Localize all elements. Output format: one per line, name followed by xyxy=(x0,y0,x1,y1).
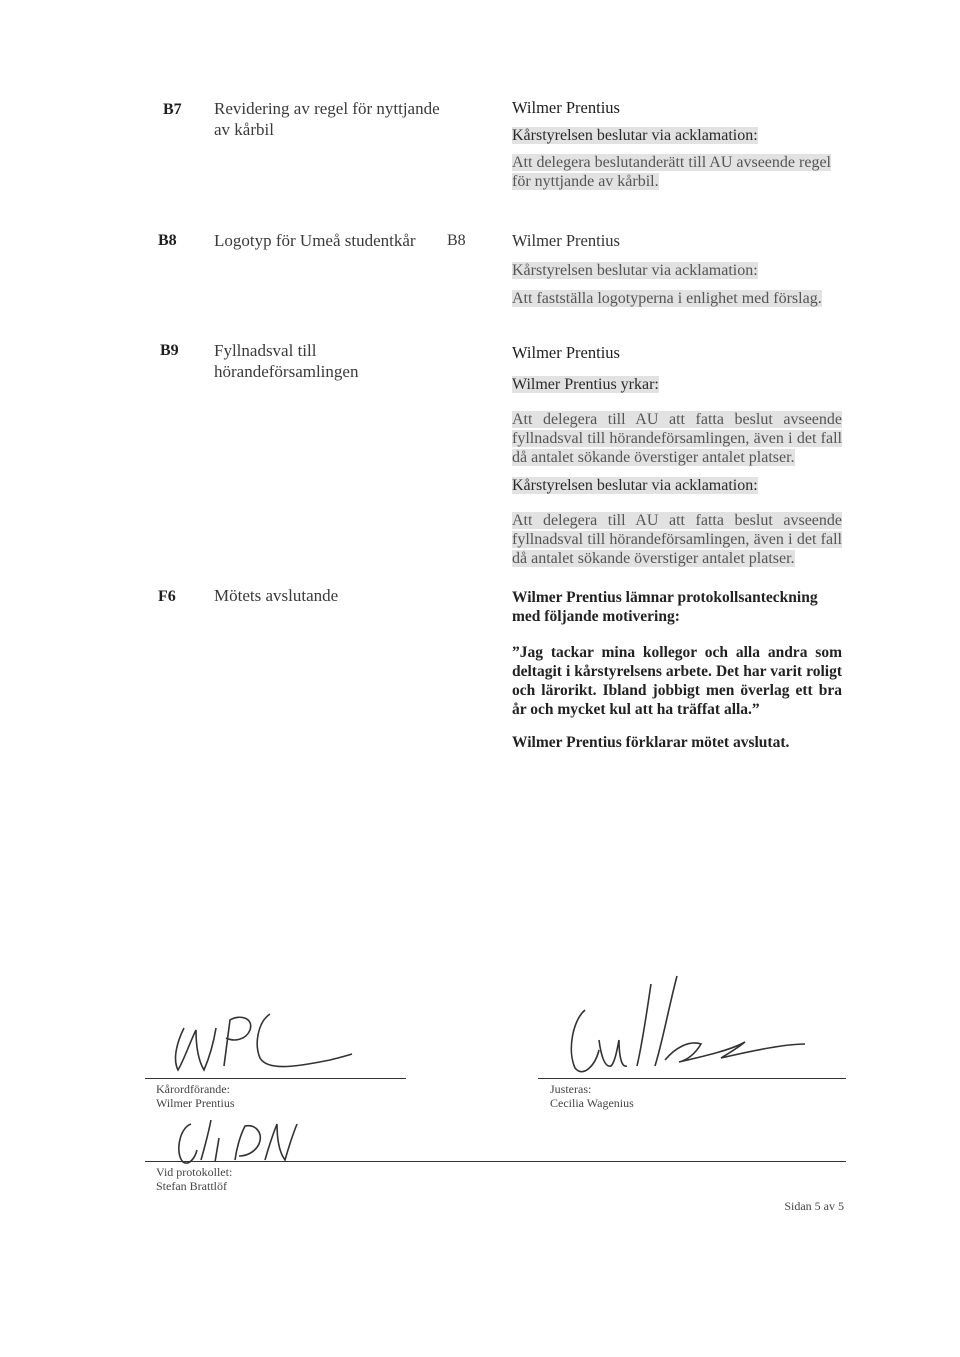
secretary-signature-line xyxy=(145,1161,846,1162)
adjuster-signature-label xyxy=(550,1082,634,1110)
adjuster-signature-line xyxy=(538,1078,846,1079)
secretary-role: Vid protokollet: xyxy=(156,1165,233,1179)
item-title-b7 xyxy=(214,98,440,140)
presenter-name: Wilmer Prentius xyxy=(512,98,620,117)
meeting-closing: Wilmer Prentius förklarar mötet avslutat. xyxy=(512,734,790,751)
item-title-line: Revidering av regel för nyttjande xyxy=(214,99,440,118)
item-body-b7 xyxy=(512,98,842,191)
protocol-note-intro: Wilmer Prentius lämnar protokollsanteckning med följande motivering: xyxy=(512,589,818,625)
presenter-name: Wilmer Prentius xyxy=(512,343,620,362)
item-body-b9 xyxy=(512,343,842,568)
item-code-f6: F6 xyxy=(158,588,176,605)
item-ref-b8: B8 xyxy=(447,232,466,249)
item-title-b8 xyxy=(214,230,416,251)
item-title-f6 xyxy=(214,585,338,606)
adjuster-name: Cecilia Wagenius xyxy=(550,1096,634,1110)
presenter-name: Wilmer Prentius xyxy=(512,231,620,250)
secretary-signature-label xyxy=(156,1165,232,1193)
item-code-b9: B9 xyxy=(160,342,179,359)
item-body-f6 xyxy=(512,588,842,752)
page-number: Sidan 5 av 5 xyxy=(784,1199,844,1213)
decision-header: Kårstyrelsen beslutar via acklamation: xyxy=(512,127,758,144)
chair-role: Kårordförande: xyxy=(156,1082,230,1096)
decision-header: Kårstyrelsen beslutar via acklamation: xyxy=(512,262,758,279)
decision-text: Att delegera till AU att fatta beslut avseende fyllnadsval till hörandeförsamlingen, även i det fall då antalet sökande överstiger antalet platser. xyxy=(512,512,842,567)
item-title-b9 xyxy=(214,340,358,382)
item-code-b8: B8 xyxy=(158,232,177,249)
decision-text: Att delegera beslutanderätt till AU avseende regel för nyttjande av kårbil. xyxy=(512,154,831,190)
decision-header: Kårstyrelsen beslutar via acklamation: xyxy=(512,477,758,494)
item-title-line: Fyllnadsval till xyxy=(214,341,317,360)
motion-text: Att delegera till AU att fatta beslut avseende fyllnadsval till hörandeförsamlingen, även i det fall då antalet sökande överstiger antalet platser. xyxy=(512,411,842,466)
adjuster-signature xyxy=(555,970,805,1080)
chair-signature-label xyxy=(156,1082,235,1110)
chair-signature xyxy=(150,1000,360,1080)
secretary-name: Stefan Brattlöf xyxy=(156,1179,227,1193)
motion-header: Wilmer Prentius yrkar: xyxy=(512,376,659,393)
item-title-line: hörandeförsamlingen xyxy=(214,362,359,381)
item-code-b7: B7 xyxy=(163,101,182,118)
decision-text: Att fastställa logotyperna i enlighet med förslag. xyxy=(512,290,822,307)
item-body-b8 xyxy=(512,231,842,308)
item-title-line: av kårbil xyxy=(214,120,274,139)
chair-name: Wilmer Prentius xyxy=(156,1096,235,1110)
item-title-line: Logotyp för Umeå studentkår xyxy=(214,231,416,250)
chair-signature-line xyxy=(145,1078,406,1079)
item-title-line: Mötets avslutande xyxy=(214,586,339,605)
adjuster-role: Justeras: xyxy=(550,1082,592,1096)
protocol-note-quote: ”Jag tackar mina kollegor och alla andra som deltagit i kårstyrelsens arbete. Det har varit roligt och lärorikt. Ibland jobbigt men överlag ett bra år och mycket kul att ha träffat alla.” xyxy=(512,644,842,718)
